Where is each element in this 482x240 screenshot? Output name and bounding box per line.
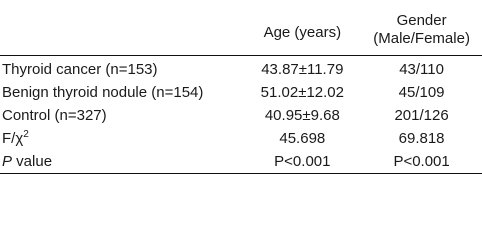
row-label-statistic-superscript: 2	[23, 128, 29, 140]
table-row	[0, 56, 482, 82]
header-gender-line2: (Male/Female)	[373, 29, 470, 47]
table-row	[0, 81, 482, 104]
statistics-table-container	[0, 4, 482, 174]
row-label-statistic-main: F/χ	[2, 129, 24, 147]
row-label-pvalue-italic: P	[2, 152, 13, 170]
statistics-table	[0, 4, 482, 174]
header-age: Age (years)	[243, 4, 361, 56]
row-age: 51.02±12.02	[260, 83, 344, 101]
table-body	[0, 56, 482, 174]
table-row	[0, 127, 482, 150]
table-header	[0, 4, 482, 56]
header-gender-line1: Gender	[396, 11, 447, 29]
header-gender	[361, 4, 482, 56]
row-label-pvalue	[0, 150, 243, 174]
row-label: Benign thyroid nodule (n=154)	[2, 83, 204, 101]
row-label-pvalue-rest: value	[12, 152, 53, 170]
row-gender: 43/110	[399, 60, 444, 78]
row-age: P<0.001	[243, 150, 361, 174]
header-label	[0, 4, 243, 56]
row-age: 40.95±9.68	[264, 106, 340, 124]
row-gender: 201/126	[394, 106, 449, 124]
row-gender: 69.818	[398, 129, 445, 147]
row-label-statistic	[0, 127, 243, 150]
header-row	[0, 4, 482, 56]
row-gender: 45/109	[398, 83, 445, 101]
header-gender-text	[373, 12, 470, 48]
row-age: 43.87±11.79	[261, 60, 344, 78]
row-gender: P<0.001	[361, 150, 482, 174]
table-row	[0, 150, 482, 174]
row-label: Thyroid cancer (n=153)	[2, 60, 158, 78]
row-age: 45.698	[279, 129, 326, 147]
row-label: Control (n=327)	[2, 106, 107, 124]
table-row	[0, 104, 482, 127]
